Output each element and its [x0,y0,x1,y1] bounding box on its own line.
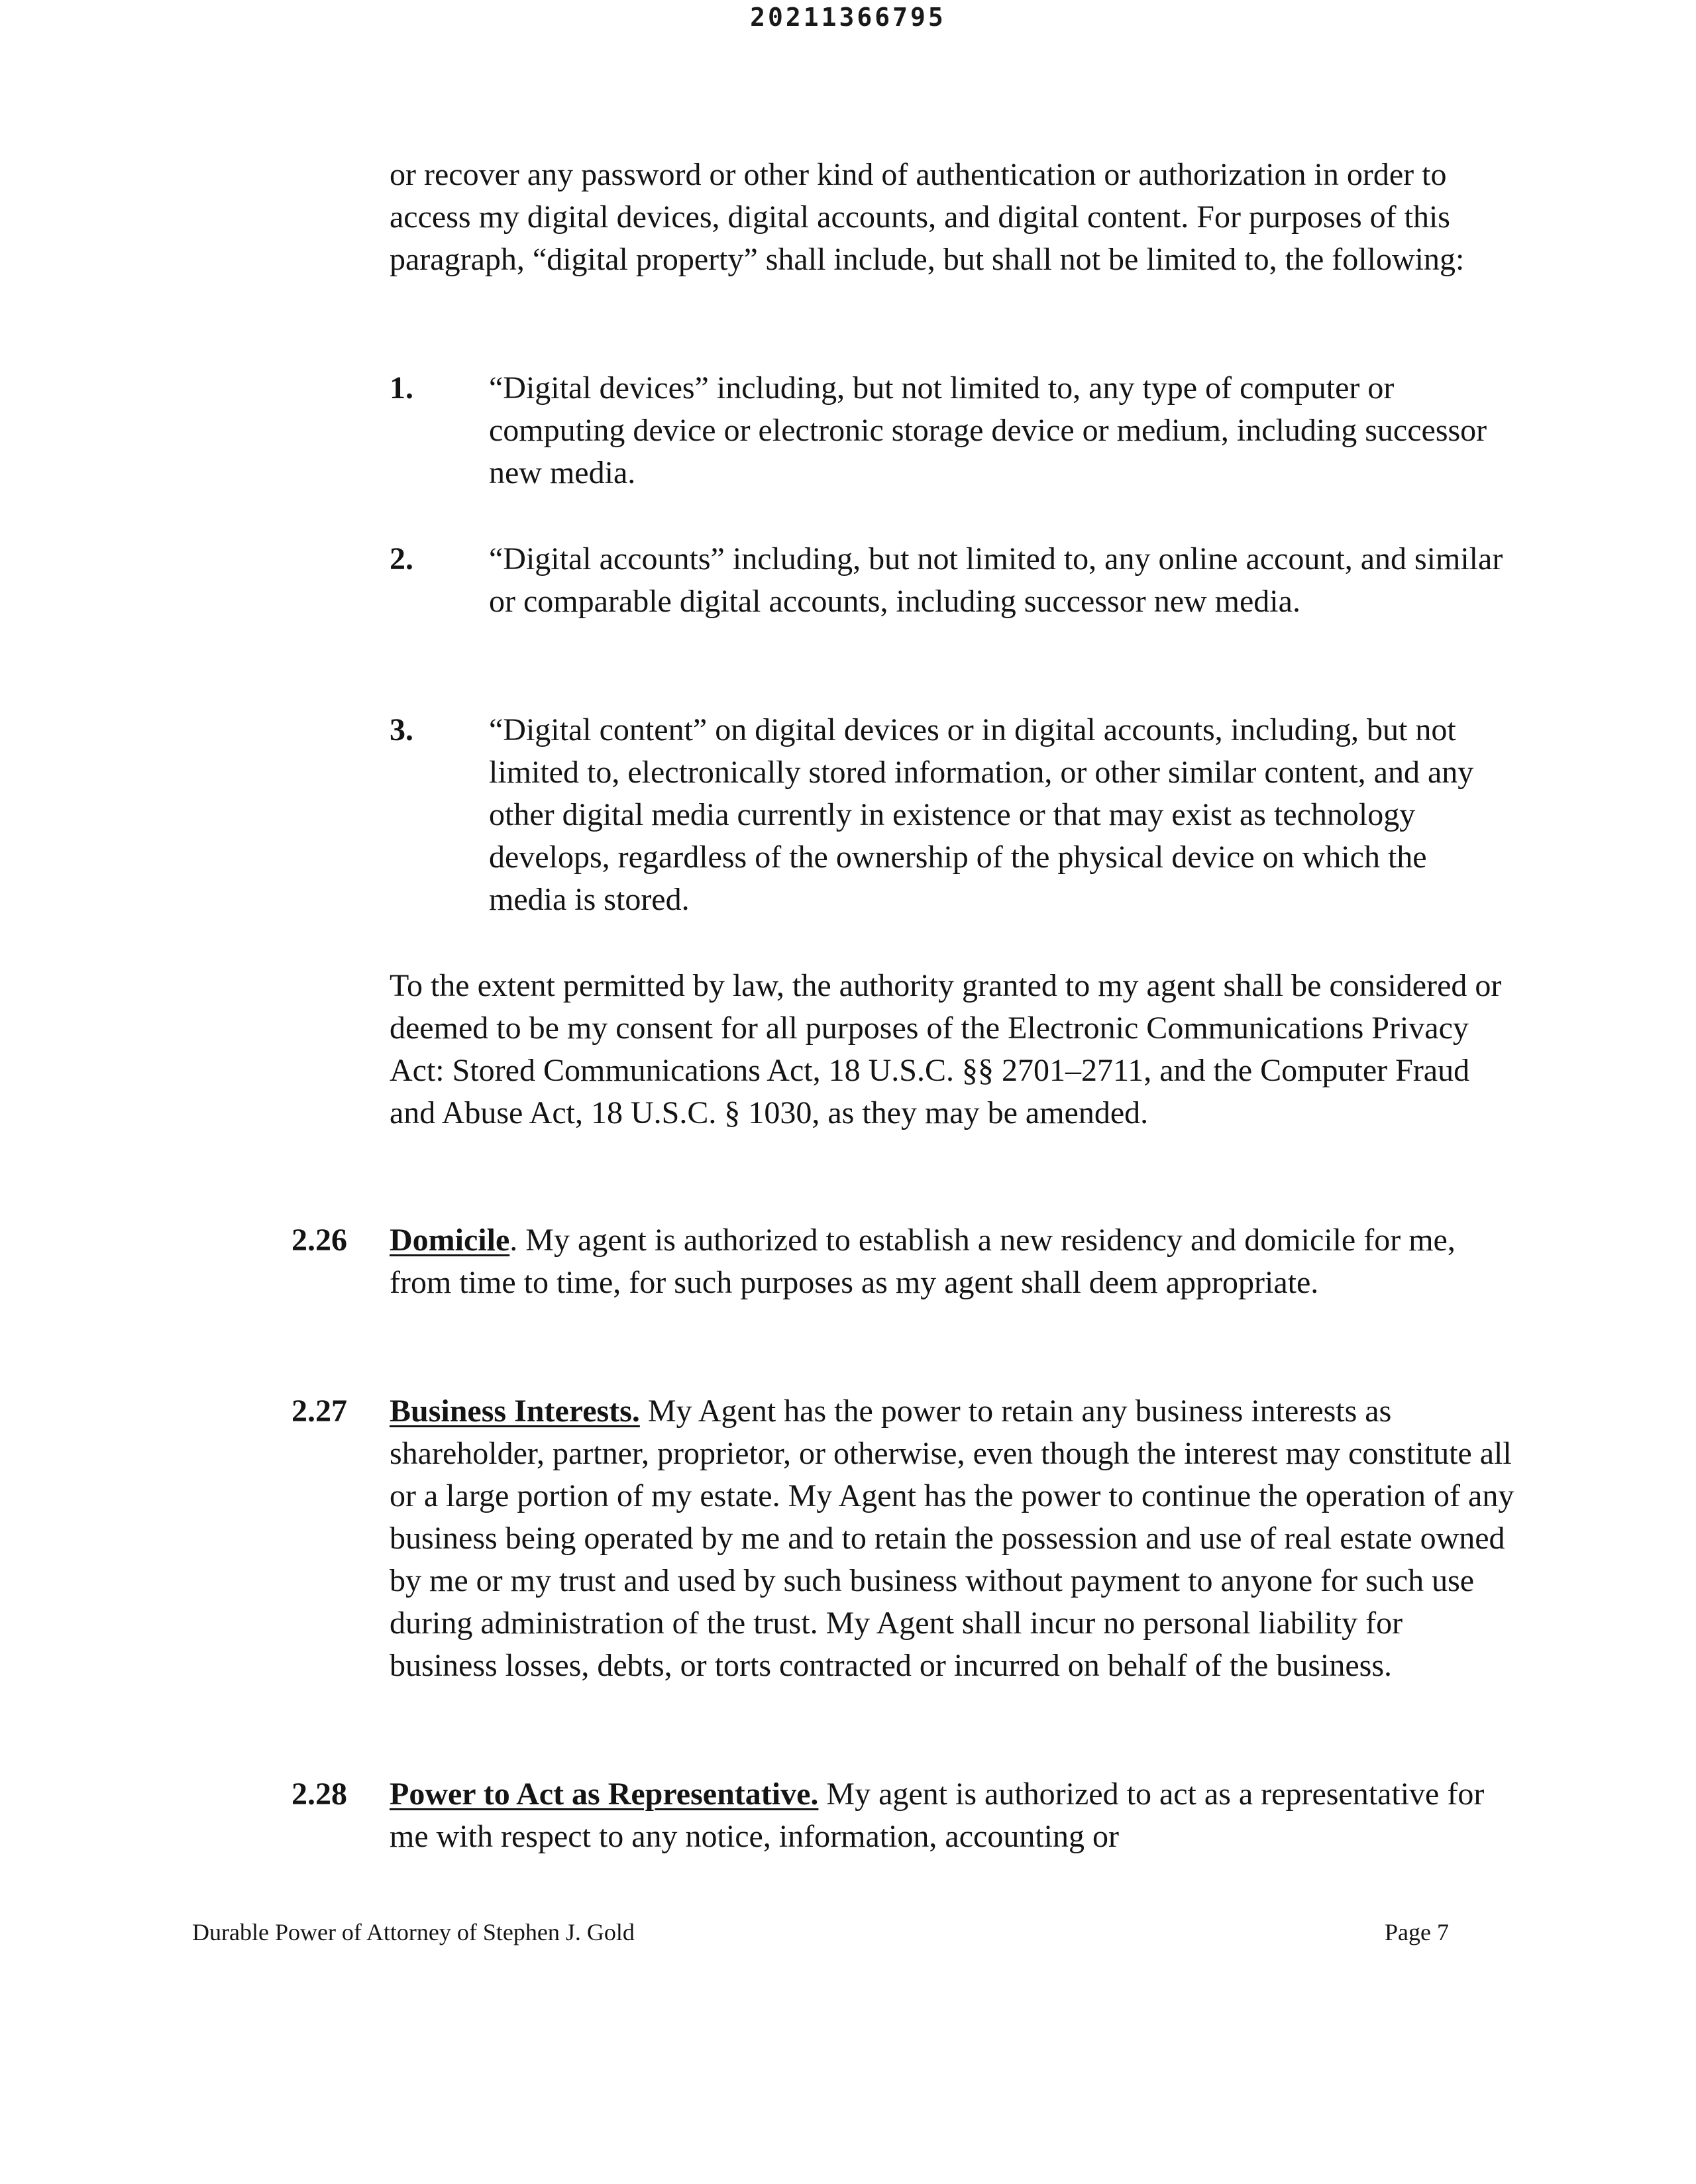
section-body [390,1773,1516,1858]
list-item-text: “Digital devices” including, but not limited to, any type of computer or computing device or electronic storage device or medium, including successor new media. [489,370,1487,490]
footer-page-number: Page 7 [1385,1919,1449,1945]
section-heading: Business Interests. [390,1393,640,1429]
section-text: My agent is authorized to act as a representative for me with respect to any notice, information, accounting or [390,1776,1485,1854]
section-number: 2.27 [292,1393,347,1429]
section-text: . My agent is authorized to establish a new residency and domicile for me, from time to time, for such purposes as my agent shall deem appropriate. [390,1223,1456,1300]
section-text: My Agent has the power to retain any business interests as shareholder, partner, proprietor, or otherwise, even though the interest may constitute all or a large portion of my estate. My Agent has the power to continue the operation of any business being operated by me and to retain the possession and use of real estate owned by me or my trust and used by such business without payment to anyone for such use during administration of the trust. My Agent shall incur no personal liability for business losses, debts, or torts contracted or incurred on behalf of the business. [390,1393,1514,1683]
list-item-number: 1. [390,370,413,406]
section-number: 2.26 [292,1223,347,1258]
law-paragraph: To the extent permitted by law, the authority granted to my agent shall be considered or deemed to be my consent for all purposes of the Electronic Communications Privacy Act: Stored Communications Act, 18 U.S.C. §§ 2701–2711, and the Computer Fraud and Abuse Act, 18 U.S.C. § 1030, as they may be amended. [390,968,1502,1130]
section-heading: Power to Act as Representative. [390,1776,819,1812]
section-number: 2.28 [292,1776,347,1812]
section-heading: Domicile [390,1223,510,1258]
list-item-text: “Digital content” on digital devices or in digital accounts, including, but not limited to, electronically stored information, or other similar content, and any other digital media currently in existence or that may exist as technology develops, regardless of the ownership of the physical device on which the media is stored. [489,712,1474,917]
list-item-text: “Digital accounts” including, but not limited to, any online account, and similar or comparable digital accounts, including successor new media. [489,541,1503,619]
section-body [390,1390,1516,1687]
document-number: 20211366795 [750,3,946,32]
list-item-number: 2. [390,541,413,576]
footer-document-title: Durable Power of Attorney of Stephen J. Gold [192,1919,635,1945]
list-item-number: 3. [390,712,413,747]
intro-paragraph: or recover any password or other kind of authentication or authorization in order to access my digital devices, digital accounts, and digital content. For purposes of this paragraph, “digital property” shall include, but shall not be limited to, the following: [390,157,1465,277]
section-body [390,1219,1516,1304]
